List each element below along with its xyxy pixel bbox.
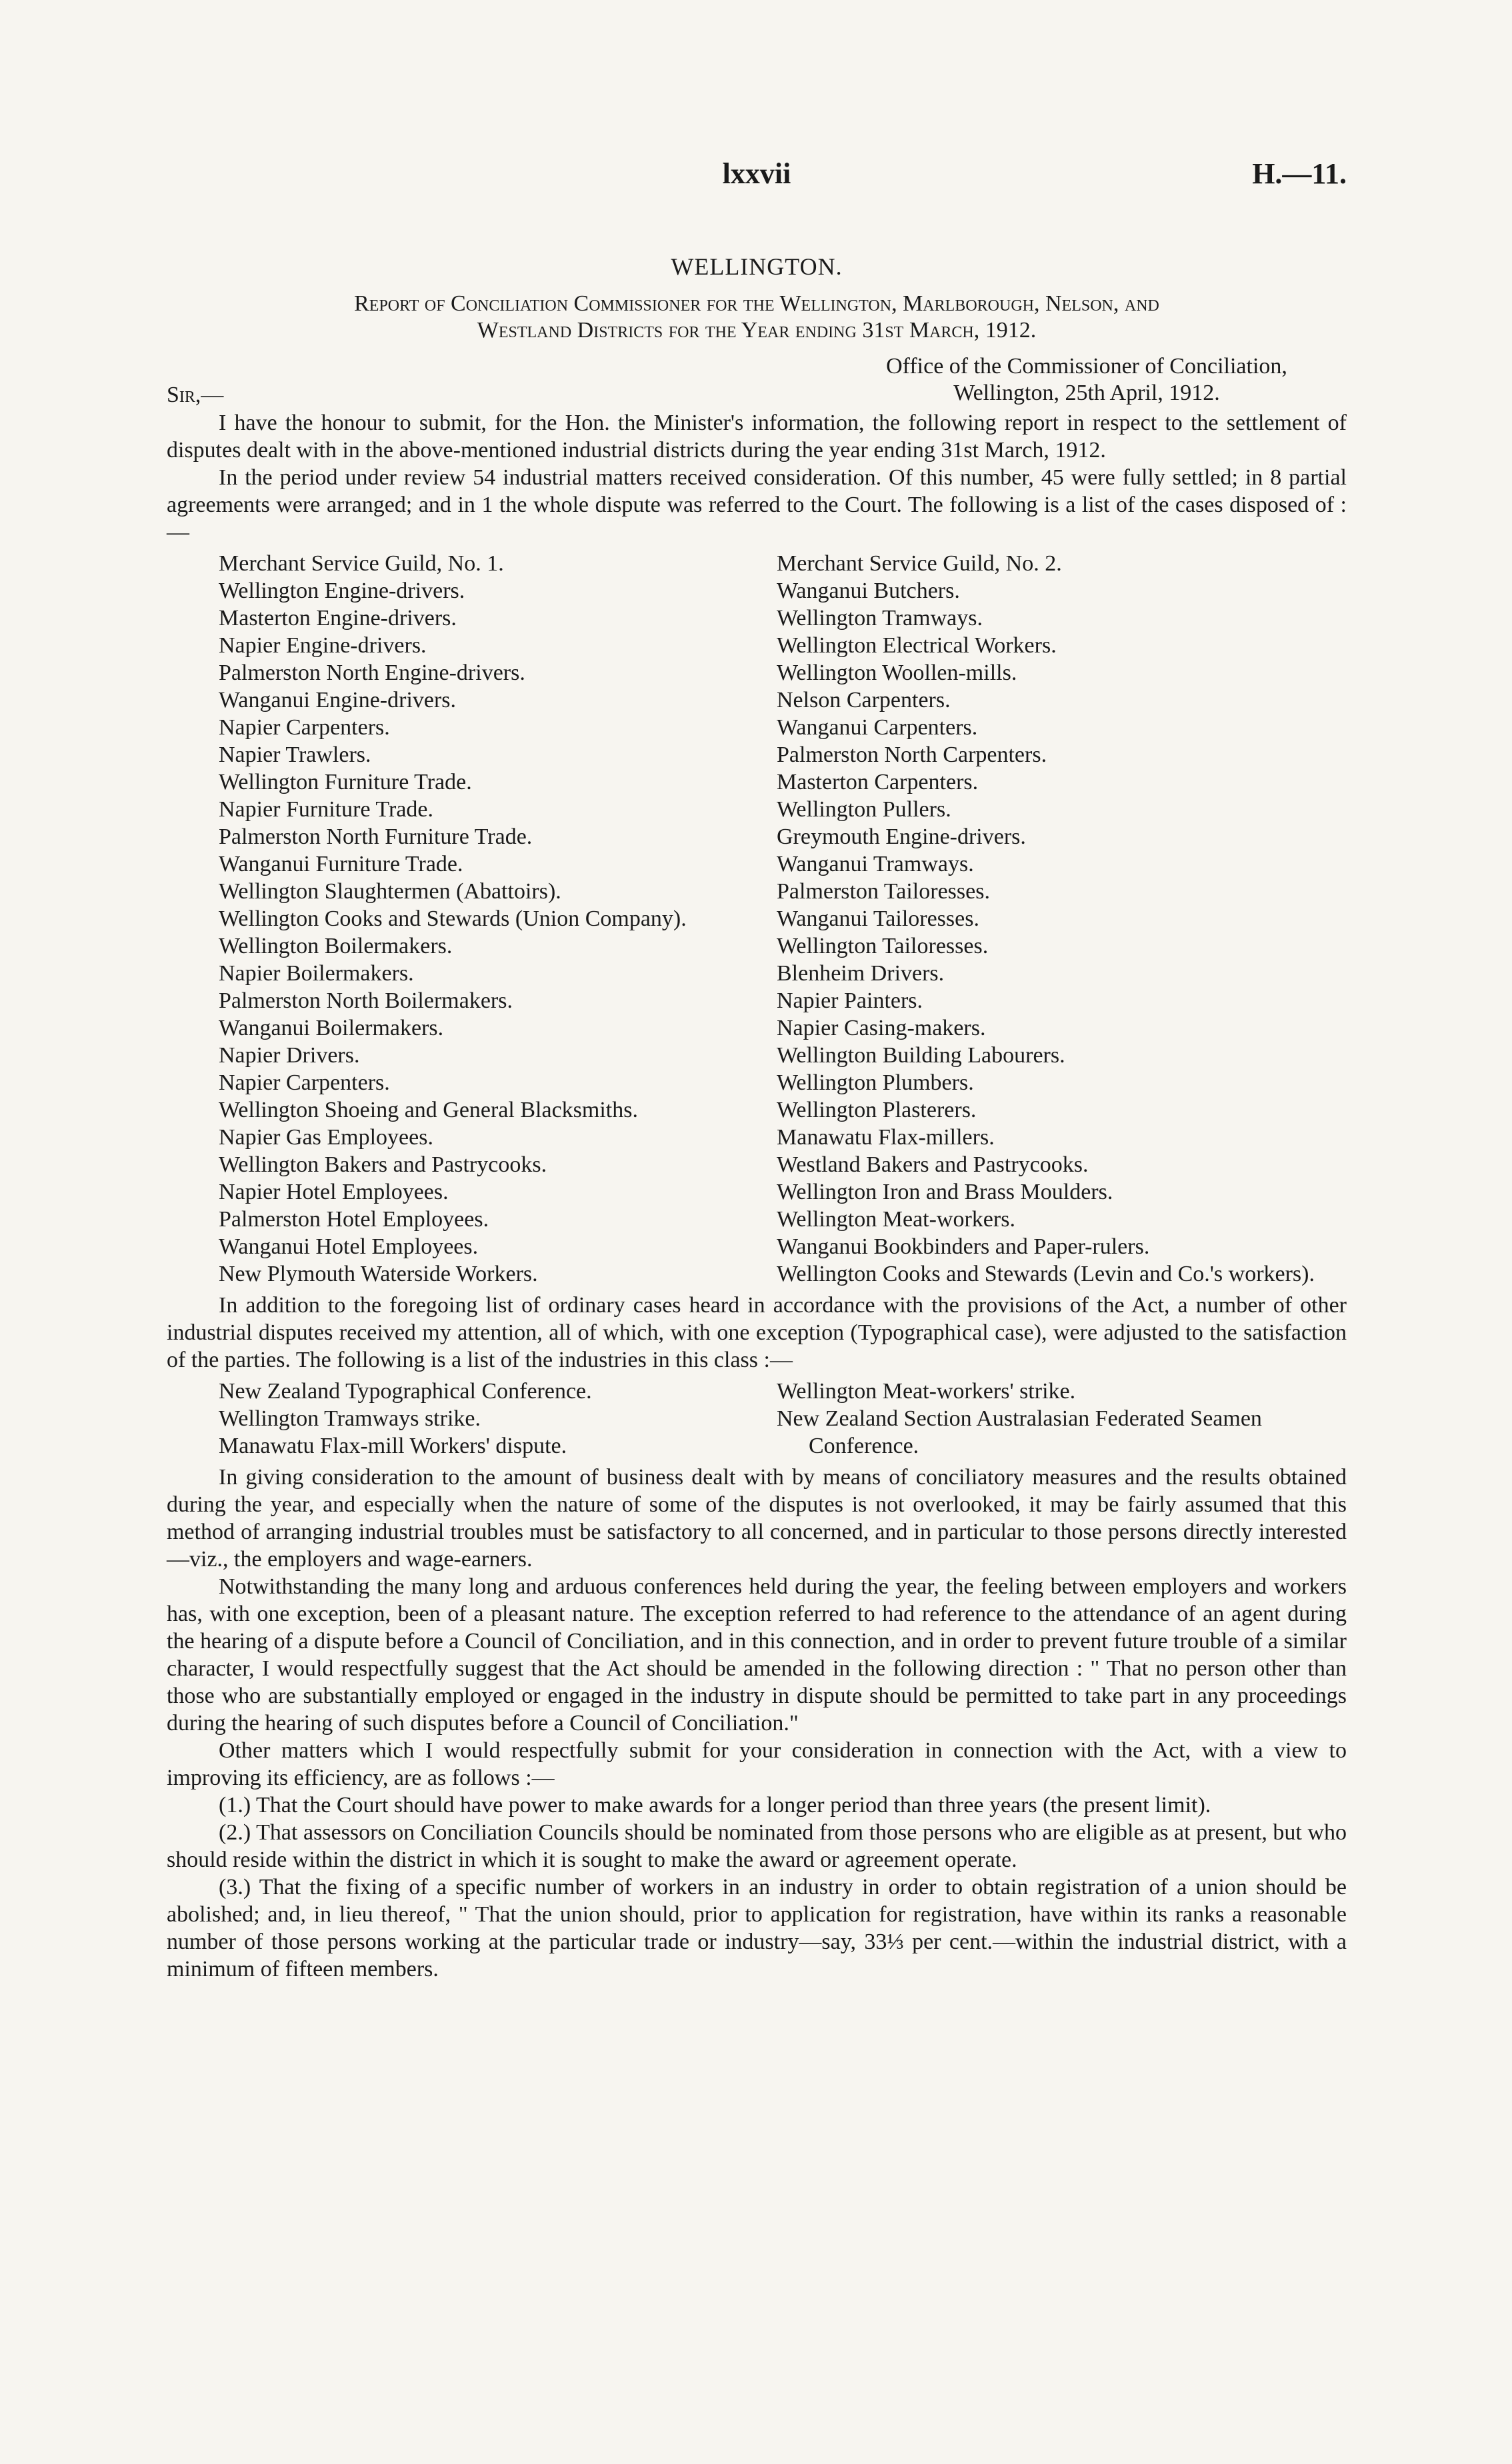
case-list-item: Wellington Meat-workers. bbox=[777, 1207, 1015, 1232]
case-list-item: Nelson Carpenters. bbox=[777, 688, 951, 712]
case-list-item: Wellington Iron and Brass Moulders. bbox=[777, 1180, 1113, 1204]
dispute-list-item: Wellington Tramways strike. bbox=[219, 1406, 481, 1431]
case-list-item: Masterton Engine-drivers. bbox=[219, 606, 457, 630]
case-list-item: Wanganui Tailoresses. bbox=[777, 906, 979, 931]
case-list-item: Wellington Plasterers. bbox=[777, 1098, 977, 1122]
case-list-item: Blenheim Drivers. bbox=[777, 961, 945, 986]
report-text bbox=[167, 409, 1347, 1983]
paragraph-intro: I have the honour to submit, for the Hon. the Minister's information, the following report in respect to the settlement of disputes dealt with in the above-mentioned industrial districts during the year ending 31st March, 1912. bbox=[167, 411, 1347, 463]
case-list-item: Napier Carpenters. bbox=[219, 1070, 390, 1095]
recommendation-2: (2.) That assessors on Conciliation Councils should be nominated from those persons who are eligible as at present, but who should reside within the district in which it is sought to make the award or agreement operate. bbox=[167, 1820, 1347, 1872]
case-list-item: Wellington Woollen-mills. bbox=[777, 660, 1017, 685]
case-list-item: Palmerston Hotel Employees. bbox=[219, 1207, 489, 1232]
case-list-item: Wellington Tramways. bbox=[777, 606, 983, 630]
case-list-item: Wanganui Furniture Trade. bbox=[219, 852, 463, 876]
case-list-item: Wellington Building Labourers. bbox=[777, 1043, 1065, 1068]
dispute-list-item: New Zealand Typographical Conference. bbox=[219, 1379, 592, 1404]
case-list-item: Wanganui Butchers. bbox=[777, 579, 960, 603]
paragraph-summary: In the period under review 54 industrial matters received consideration. Of this number, 45 were fully settled; in 8 partial agreements were arranged; and in 1 the whole dispute was referred to the Court. The following is a list of the cases disposed of :— bbox=[167, 465, 1347, 545]
other-right-column bbox=[757, 1378, 1347, 1460]
case-list-item: Wellington Cooks and Stewards (Union Company). bbox=[219, 906, 687, 931]
subtitle-line-1: Report of Conciliation Commissioner for the Wellington, Marlborough, Nelson, and bbox=[354, 291, 1159, 316]
case-list-item: Wellington Slaughtermen (Abattoirs). bbox=[219, 879, 561, 904]
paragraph-assessment: In giving consideration to the amount of business dealt with by means of conciliatory measures and the results obtained during the year, and especially when the nature of some of the disputes is not overlooked, it may be fairly assumed that this method of arranging industrial troubles must be satisfactory to all concerned, and in particular to those persons directly interested—viz., the employers and wage-earners. bbox=[167, 1465, 1347, 1572]
case-list-item: Wanganui Bookbinders and Paper-rulers. bbox=[777, 1234, 1150, 1259]
dispute-list-item: Wellington Meat-workers' strike. bbox=[777, 1379, 1076, 1404]
document-reference: H.—11. bbox=[1252, 157, 1347, 190]
other-left-column bbox=[167, 1378, 757, 1460]
salutation: Sir,— bbox=[167, 383, 224, 407]
page-header bbox=[167, 157, 1347, 200]
case-list-item: New Plymouth Waterside Workers. bbox=[219, 1262, 538, 1286]
recommendation-3: (3.) That the fixing of a specific number of workers in an industry in order to obtain registration of a union should be abolished; and, in lieu thereof, " That the union should, prior to application for registration, have within its ranks a reasonable number of those persons working at the particular trade or industry—say, 33⅓ per cent.—within the industrial district, with a minimum of fifteen members. bbox=[167, 1875, 1347, 1981]
case-list-item: Wanganui Boilermakers. bbox=[219, 1016, 444, 1040]
paragraph-other-disputes: In addition to the foregoing list of ordinary cases heard in accordance with the provisions of the Act, a number of other industrial disputes received my attention, all of which, with one exception (Typographical case), were adjusted to the satisfaction of the parties. The following is a list of the industries in this class :— bbox=[167, 1293, 1347, 1372]
case-list-item: Wellington Cooks and Stewards (Levin and Co.'s workers). bbox=[777, 1262, 1315, 1286]
case-list-item: Palmerston Tailoresses. bbox=[777, 879, 990, 904]
dispute-list-item: Manawatu Flax-mill Workers' dispute. bbox=[219, 1434, 567, 1458]
paragraph-other-matters: Other matters which I would respectfully submit for your consideration in connection with the Act, with a view to improving its efficiency, are as follows :— bbox=[167, 1738, 1347, 1790]
case-list-item: Napier Hotel Employees. bbox=[219, 1180, 449, 1204]
case-list-item: Napier Engine-drivers. bbox=[219, 633, 427, 658]
case-list-item: Wellington Boilermakers. bbox=[219, 934, 453, 958]
report-subtitle bbox=[167, 291, 1347, 344]
office-line-1: Office of the Commissioner of Conciliation, bbox=[886, 354, 1287, 379]
case-list-item: Wanganui Engine-drivers. bbox=[219, 688, 457, 712]
case-list-item: Wellington Bakers and Pastrycooks. bbox=[219, 1152, 547, 1177]
case-list-item: Wellington Tailoresses. bbox=[777, 934, 989, 958]
case-list-item: Napier Casing-makers. bbox=[777, 1016, 986, 1040]
case-list-item: Napier Carpenters. bbox=[219, 715, 390, 740]
case-list-item: Wanganui Carpenters. bbox=[777, 715, 978, 740]
case-list-item: Palmerston North Boilermakers. bbox=[219, 988, 513, 1013]
case-list-item: Wellington Shoeing and General Blacksmiths. bbox=[219, 1098, 638, 1122]
case-list-item: Manawatu Flax-millers. bbox=[777, 1125, 995, 1150]
paragraph-conferences: Notwithstanding the many long and arduous conferences held during the year, the feeling between employers and workers has, with one exception, been of a pleasant nature. The exception referred to had reference to the attendance of an agent during the hearing of a dispute before a Council of Conciliation, and in this connection, and in order to prevent future trouble of a similar character, I would respectfully suggest that the Act should be amended in the following direction : " That no person other than those who are substantially employed or engaged in the industry in dispute should be permitted to take part in any proceedings during the hearing of such disputes before a Council of Conciliation." bbox=[167, 1574, 1347, 1736]
section-title: WELLINGTON. bbox=[671, 253, 843, 280]
case-list-item: Napier Trawlers. bbox=[219, 742, 371, 767]
other-disputes-list bbox=[167, 1378, 1347, 1460]
case-list-item: Wellington Pullers. bbox=[777, 797, 951, 822]
cases-list bbox=[167, 550, 1347, 1288]
recommendation-1: (1.) That the Court should have power to make awards for a longer period than three years (the present limit). bbox=[219, 1793, 1211, 1818]
case-list-item: Merchant Service Guild, No. 1. bbox=[219, 551, 504, 576]
case-list-item: Merchant Service Guild, No. 2. bbox=[777, 551, 1062, 576]
case-list-item: Palmerston North Engine-drivers. bbox=[219, 660, 525, 685]
case-list-item: Napier Furniture Trade. bbox=[219, 797, 434, 822]
case-list-item: Napier Boilermakers. bbox=[219, 961, 414, 986]
dispute-list-item: New Zealand Section Australasian Federated Seamen Conference. bbox=[777, 1406, 1262, 1458]
office-address bbox=[827, 353, 1347, 407]
case-list-item: Napier Gas Employees. bbox=[219, 1125, 433, 1150]
case-list-item: Wellington Plumbers. bbox=[777, 1070, 974, 1095]
cases-right-column bbox=[757, 550, 1347, 1288]
case-list-item: Wanganui Hotel Employees. bbox=[219, 1234, 479, 1259]
cases-left-column bbox=[167, 550, 757, 1288]
case-list-item: Wellington Furniture Trade. bbox=[219, 770, 472, 794]
case-list-item: Wellington Engine-drivers. bbox=[219, 579, 465, 603]
case-list-item: Wanganui Tramways. bbox=[777, 852, 974, 876]
office-date: Wellington, 25th April, 1912. bbox=[953, 381, 1220, 405]
case-list-item: Greymouth Engine-drivers. bbox=[777, 824, 1026, 849]
page-number: lxxvii bbox=[722, 157, 791, 190]
case-list-item: Palmerston North Carpenters. bbox=[777, 742, 1047, 767]
subtitle-line-2: Westland Districts for the Year ending 31st March, 1912. bbox=[477, 318, 1037, 343]
case-list-item: Westland Bakers and Pastrycooks. bbox=[777, 1152, 1089, 1177]
case-list-item: Palmerston North Furniture Trade. bbox=[219, 824, 533, 849]
case-list-item: Masterton Carpenters. bbox=[777, 770, 979, 794]
case-list-item: Napier Painters. bbox=[777, 988, 923, 1013]
case-list-item: Wellington Electrical Workers. bbox=[777, 633, 1057, 658]
case-list-item: Napier Drivers. bbox=[219, 1043, 360, 1068]
